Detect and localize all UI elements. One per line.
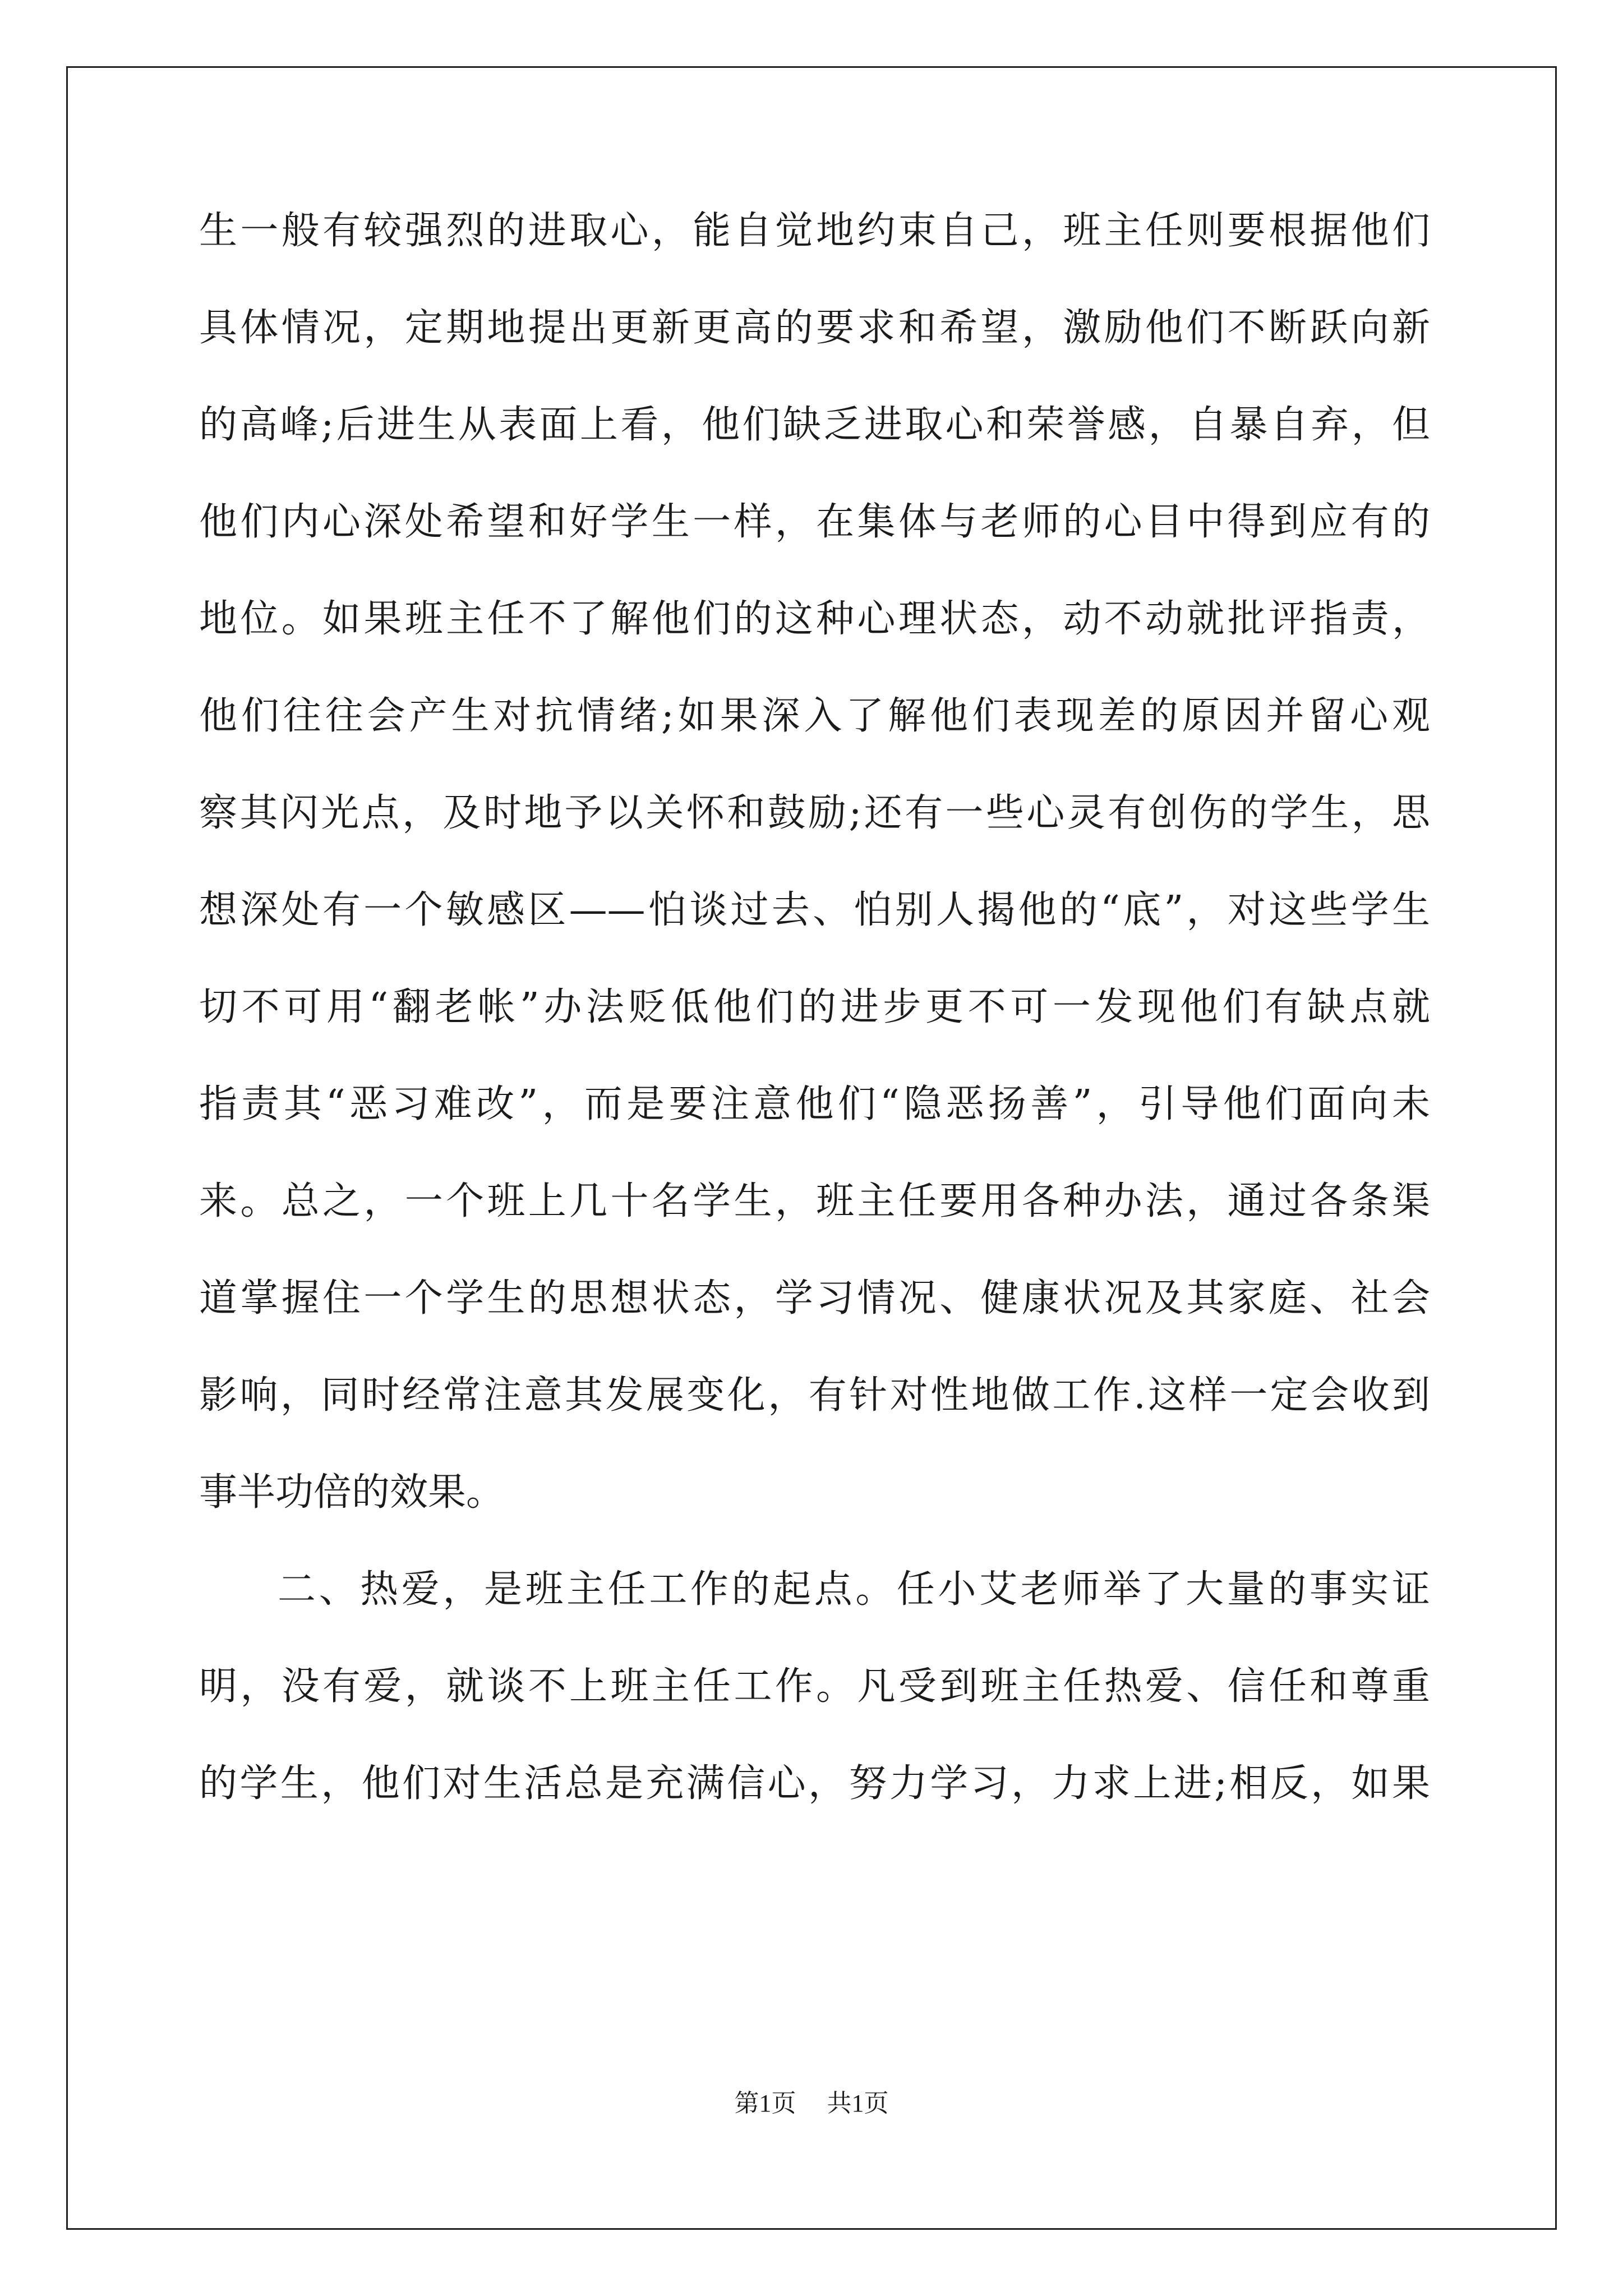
text-line-15: 二、热爱，是班主任工作的起点。任小艾老师举了大量的事实证: [278, 1567, 1430, 1612]
page-footer: [0, 2087, 1623, 2120]
text-line-2: 具体情况，定期地提出更新更高的要求和希望，激励他们不断跃向新: [199, 306, 1430, 350]
text-line-16: 明，没有爱，就谈不上班主任工作。凡受到班主任热爱、信任和尊重: [199, 1664, 1430, 1709]
text-line-13: 影响，同时经常注意其发展变化，有针对性地做工作.这样一定会收到: [199, 1373, 1430, 1418]
text-line-4: 他们内心深处希望和好学生一样，在集体与老师的心目中得到应有的: [199, 500, 1430, 544]
text-line-8: 想深处有一个敏感区——怕谈过去、怕别人揭他的“底”，对这些学生: [199, 888, 1430, 932]
page-total: 共1页: [827, 2090, 889, 2117]
text-line-14: 事半功倍的效果。: [199, 1470, 505, 1515]
page-border: [66, 66, 1557, 2230]
text-line-7: 察其闪光点，及时地予以关怀和鼓励;还有一些心灵有创伤的学生，思: [199, 791, 1430, 835]
text-line-5: 地位。如果班主任不了解他们的这种心理状态，动不动就批评指责，: [199, 597, 1430, 641]
page-number: 第1页: [734, 2090, 796, 2117]
text-line-12: 道掌握住一个学生的思想状态，学习情况、健康状况及其家庭、社会: [199, 1276, 1430, 1320]
text-line-1: 生一般有较强烈的进取心，能自觉地约束自己，班主任则要根据他们: [199, 209, 1430, 253]
text-line-11: 来。总之，一个班上几十名学生，班主任要用各种办法，通过各条渠: [199, 1179, 1430, 1223]
text-line-17: 的学生，他们对生活总是充满信心，努力学习，力求上进;相反，如果: [199, 1761, 1430, 1806]
text-line-10: 指责其“恶习难改”，而是要注意他们“隐恶扬善”，引导他们面向未: [199, 1082, 1430, 1126]
text-line-6: 他们往往会产生对抗情绪;如果深入了解他们表现差的原因并留心观: [199, 694, 1430, 738]
text-line-9: 切不可用“翻老帐”办法贬低他们的进步更不可一发现他们有缺点就: [199, 985, 1430, 1029]
text-line-3: 的高峰;后进生从表面上看，他们缺乏进取心和荣誉感，自暴自弃，但: [199, 403, 1430, 447]
